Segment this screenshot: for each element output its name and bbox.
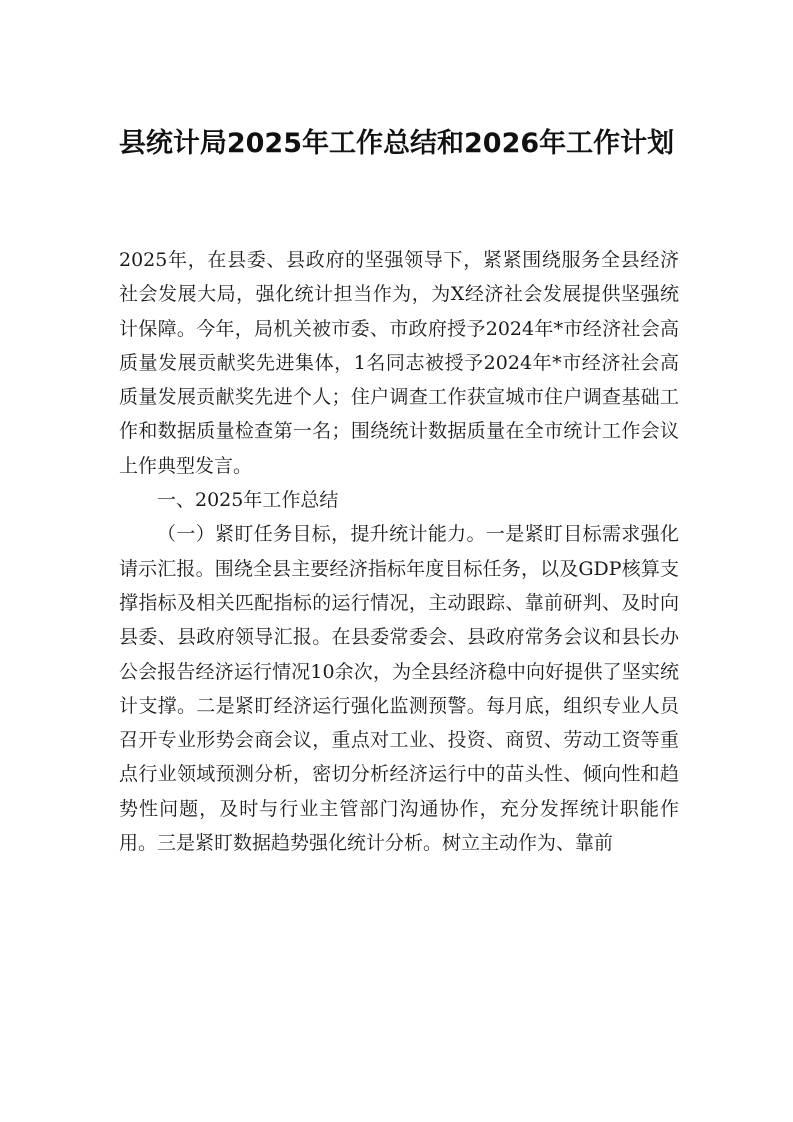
document-title: 县统计局2025年工作总结和2026年工作计划 [118, 128, 675, 159]
document-body [119, 243, 679, 860]
section-heading: 一、2025年工作总结 [157, 489, 339, 512]
intro-paragraph: 2025年，在县委、县政府的坚强领导下，紧紧围绕服务全县经济社会发展大局，强化统计担当作为，为X经济社会发展提供坚强统计保障。今年，局机关被市委、市政府授予2024年*市经济社会高质量发展贡献奖先进集体，1名同志被授予2024年*市经济社会高质量发展贡献奖先进个人；住户调查工作获宣城市住户调查基础工作和数据质量检查第一名；围绕统计数据质量在全市统计工作会议上作典型发言。 [119, 249, 679, 477]
subsection-paragraph: （一）紧盯任务目标，提升统计能力。一是紧盯目标需求强化请示汇报。围绕全县主要经济指标年度目标任务，以及GDP核算支撑指标及相关匹配指标的运行情况，主动跟踪、靠前研判、及时向县委、县政府领导汇报。在县委常委会、县政府常务会议和县长办公会报告经济运行情况10余次，为全县经济稳中向好提供了坚实统计支撑。二是紧盯经济运行强化监测预警。每月底，组织专业人员召开专业形势会商会议，重点对工业、投资、商贸、劳动工资等重点行业领域预测分析，密切分析经济运行中的苗头性、倾向性和趋势性问题，及时与行业主管部门沟通协作，充分发挥统计职能作用。三是紧盯数据趋势强化统计分析。树立主动作为、靠前 [119, 523, 679, 855]
